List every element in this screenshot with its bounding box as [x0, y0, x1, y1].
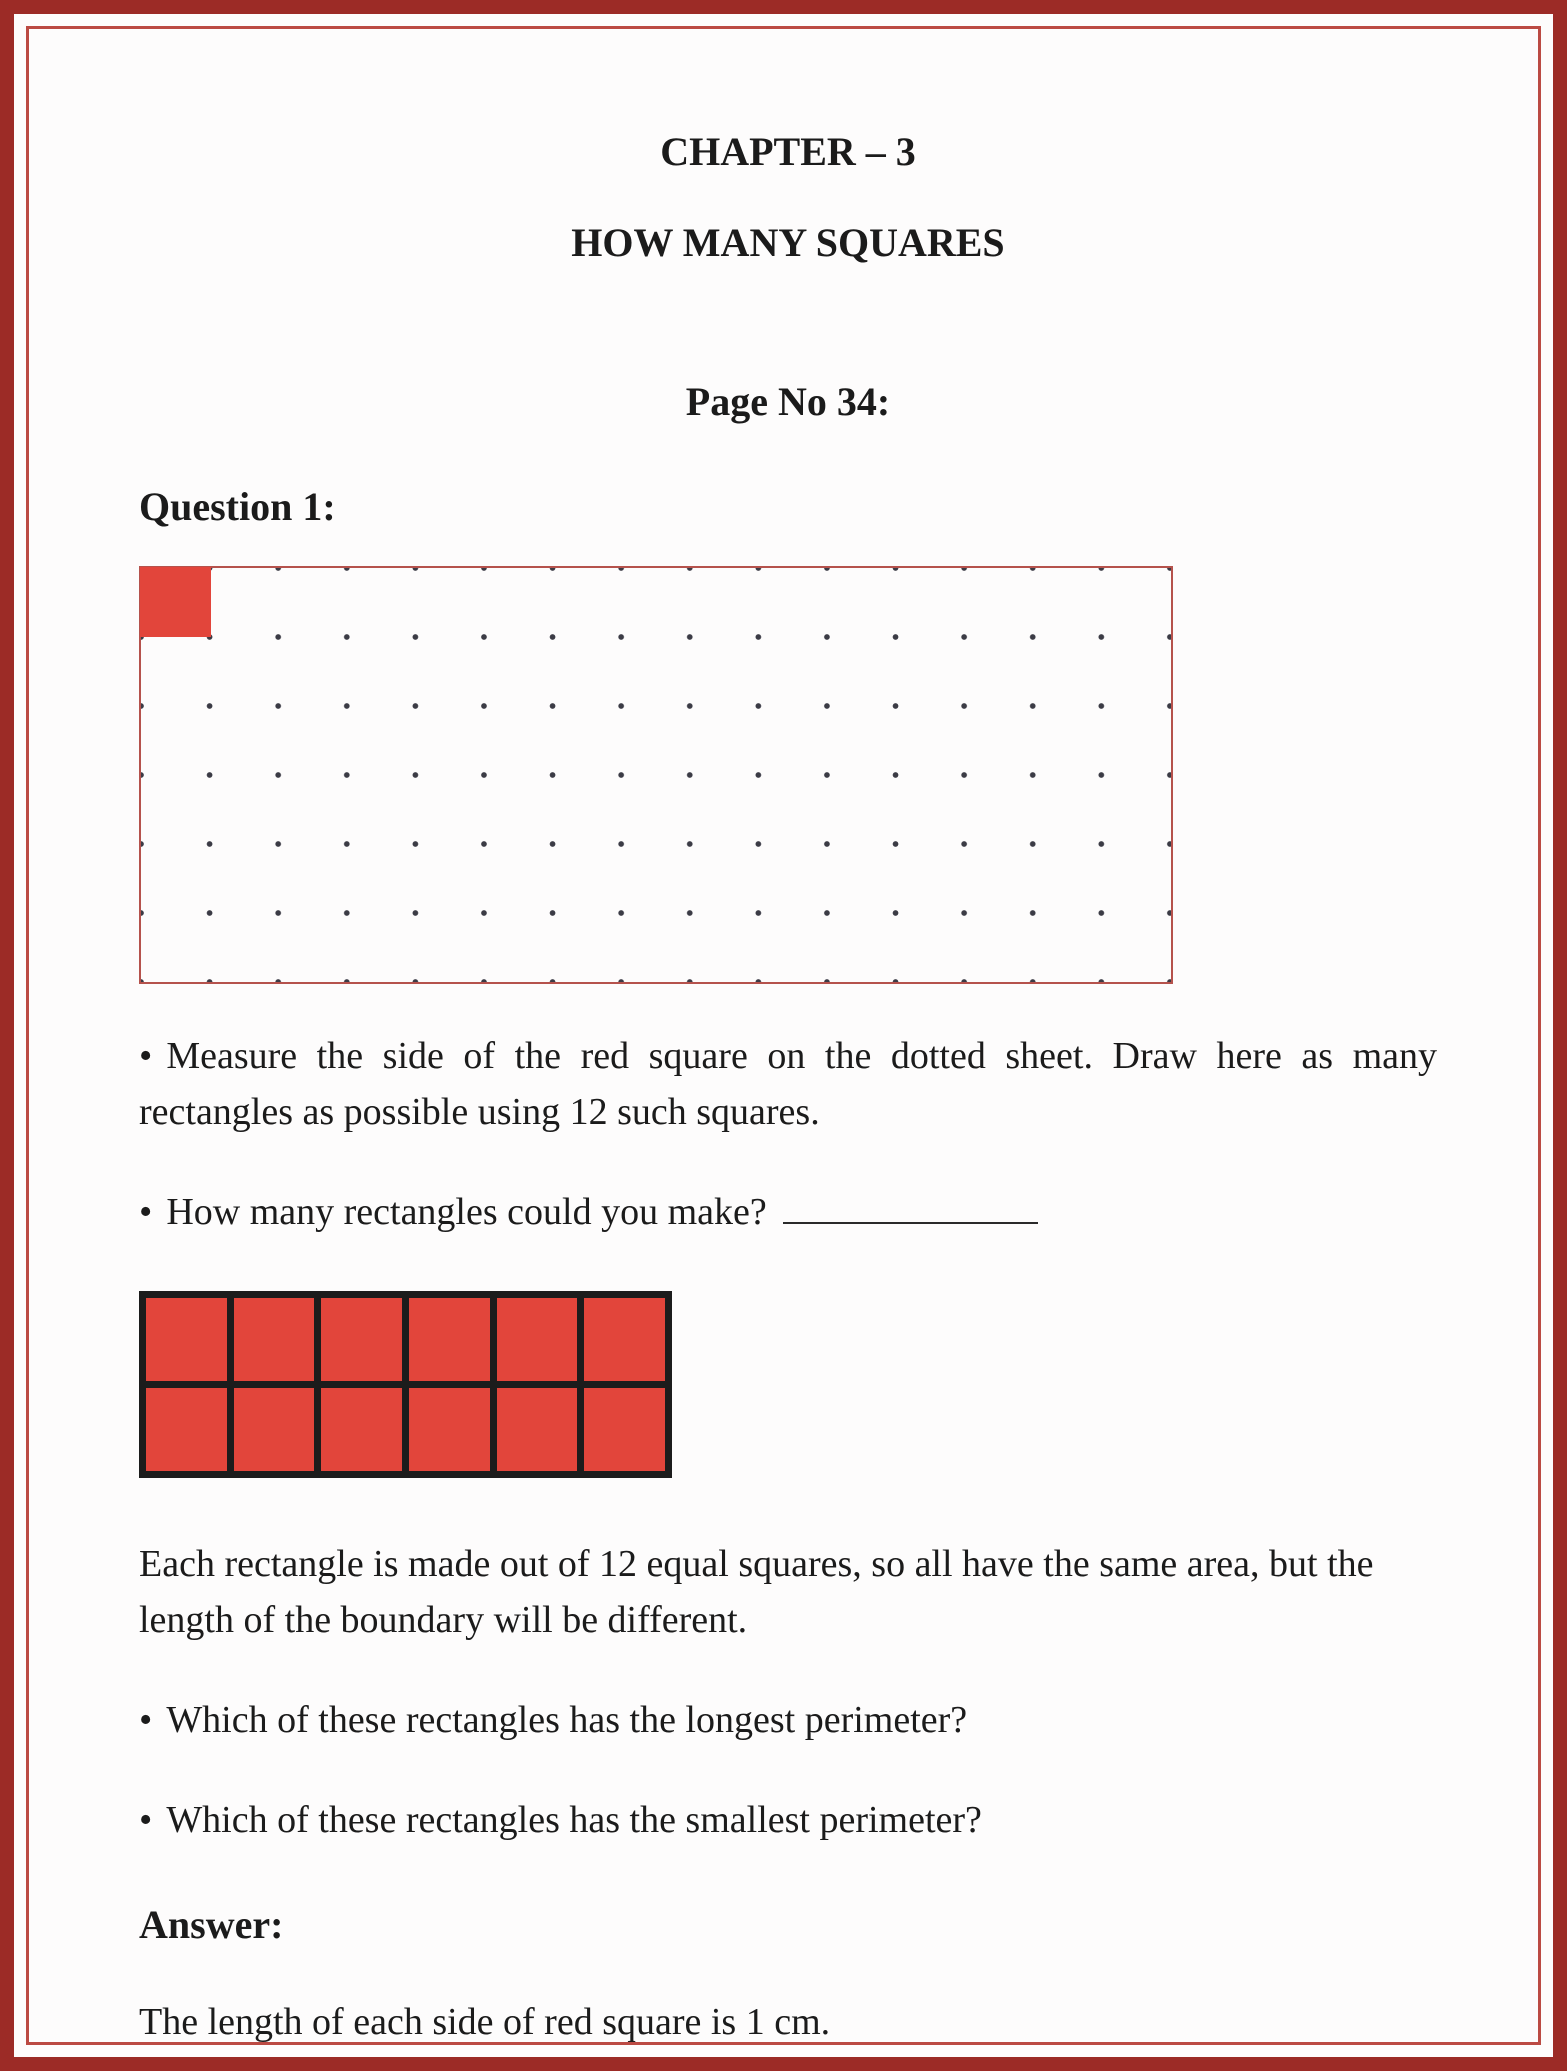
bullet-icon: • [139, 1799, 153, 1842]
red-square-cell [321, 1388, 402, 1471]
bullet-longest-text: Which of these rectangles has the longest perimeter? [166, 1699, 968, 1742]
answer-blank [783, 1188, 1038, 1224]
red-square-cell [584, 1298, 665, 1381]
bullet-how-many-text: How many rectangles could you make? [166, 1191, 767, 1234]
bullet-measure-text: Measure the side of the red square on the dotted sheet. Draw here as many rectangles as possible using 12 such squares. [139, 1035, 1437, 1134]
bullet-smallest-text: Which of these rectangles has the smallest perimeter? [166, 1799, 982, 1842]
red-square-cell [234, 1298, 315, 1381]
dotted-sheet-figure [139, 566, 1173, 984]
question-label: Question 1: [139, 484, 336, 529]
red-square-cell [409, 1388, 490, 1471]
red-square-cell [497, 1388, 578, 1471]
red-square-cell [146, 1298, 227, 1381]
bullet-icon: • [139, 1699, 153, 1742]
red-square-cell [584, 1388, 665, 1471]
page-content [139, 0, 1437, 2050]
bullet-icon: • [139, 1191, 153, 1234]
bullet-smallest [139, 1792, 1437, 1848]
bullet-icon: • [139, 1035, 153, 1077]
chapter-title: HOW MANY SQUARES [571, 220, 1005, 265]
answer-label: Answer: [139, 1901, 284, 1947]
red-square-cell [497, 1298, 578, 1381]
chapter-heading: CHAPTER – 3 [660, 129, 916, 174]
red-square-cell [146, 1388, 227, 1471]
page-number-label: Page No 34: [685, 379, 891, 424]
area-paragraph: Each rectangle is made out of 12 equal squares, so all have the same area, but the length of the boundary will be different. [139, 1542, 1374, 1641]
red-square-cell [409, 1298, 490, 1381]
red-unit-square [140, 567, 211, 637]
red-square-cell [321, 1298, 402, 1381]
answer-text: The length of each side of red square is 1 cm. [139, 2000, 831, 2043]
bullet-how-many [139, 1184, 1437, 1240]
bullet-longest [139, 1692, 1437, 1748]
rectangle-grid [139, 1291, 672, 1478]
bullet-measure [139, 1028, 1437, 1140]
red-square-cell [234, 1388, 315, 1471]
